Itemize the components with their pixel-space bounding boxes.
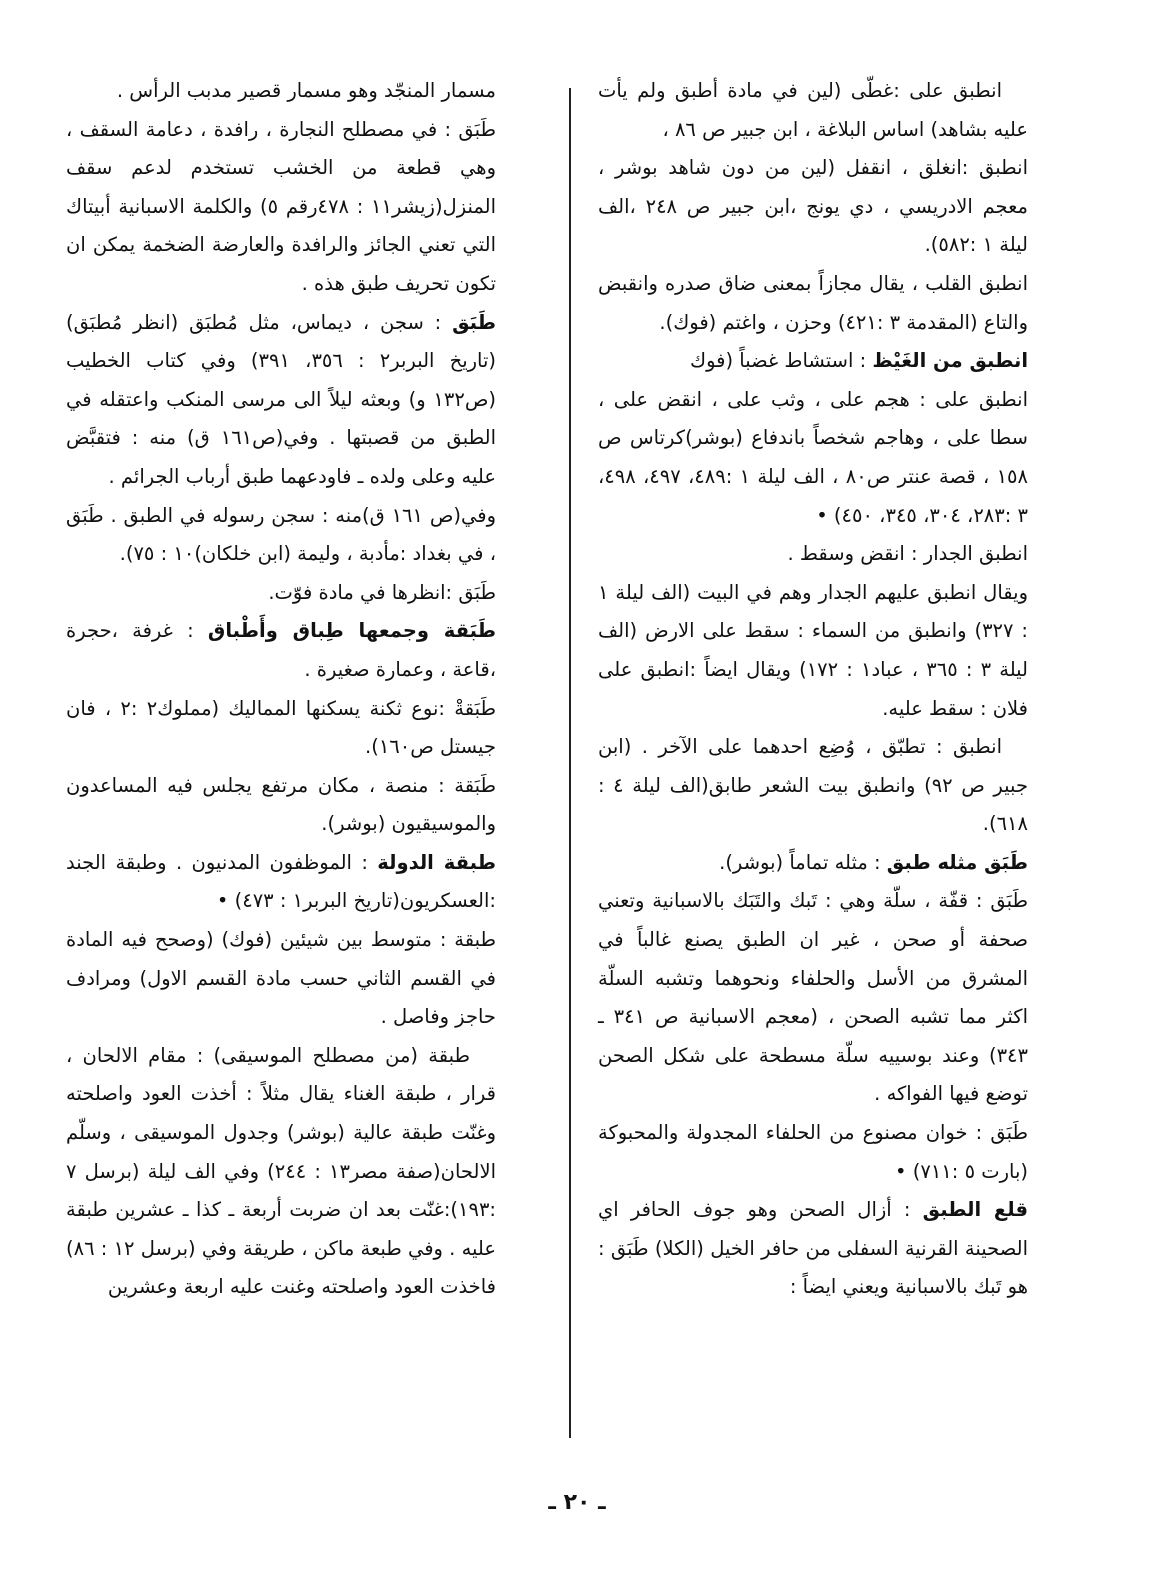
entry-text: طبقة : متوسط بين شيئين (فوك) (وصحح فيه المادة في القسم الثاني حسب مادة القسم الاول) ومرادف حاجز وفاصل .: [66, 928, 496, 1029]
dictionary-entry: [598, 882, 1028, 1114]
dictionary-entry: [598, 574, 1028, 728]
dictionary-entry: [66, 921, 496, 1037]
entry-text: : الموظفون المدنيون . وطبقة الجند :العسكريون(تاريخ البربر١ : ٤٧٣) •: [66, 850, 496, 913]
dictionary-entry: [66, 844, 496, 921]
entry-text: ويقال انطبق عليهم الجدار وهم في البيت (الف ليلة ١ : ٣٢٧) وانطبق من السماء : سقط على الارض (الف ليلة ٣ : ٣٦٥ ، عباد١ : ١٧٢) ويقال ايضاً :انطبق على فلان : سقط عليه.: [598, 580, 1028, 720]
entry-text: : أزال الصحن وهو جوف الحافر اي الصحينة القرنية السفلى من حافر الخيل (الكلا) طَبَق : هو تَبك بالاسبانية ويعني ايضاً :: [598, 1198, 1028, 1299]
entry-text: مسمار المنجّد وهو مسمار قصير مدبب الرأس .: [116, 79, 496, 102]
dictionary-entry: [66, 497, 496, 574]
entry-text: انطبق على : هجم على ، وثب على ، انقض على ، سطا على ، وهاجم شخصاً باندفاع (بوشر)كرتاس ص ١٥٨ ، قصة عنتر ص٨٠ ، الف ليلة ١ :٤٨٩، ٤٩٧، ٤٩٨، ٣ :٢٨٣، ٣٠٤، ٣٤٥، ٤٥٠) •: [598, 387, 1028, 527]
entry-headword: طَبَق مثله طبق: [886, 850, 1028, 874]
dictionary-entry: [598, 149, 1028, 265]
dictionary-entry: [598, 1191, 1028, 1307]
dictionary-entry: [66, 304, 496, 497]
page-number: ـ ٢٠ ـ: [548, 1490, 606, 1515]
dictionary-entry: [66, 690, 496, 767]
dictionary-entry: [598, 728, 1028, 844]
entry-text: : استشاط غضباً (فوك: [690, 349, 873, 373]
dictionary-entry: [66, 574, 496, 613]
entry-headword: طبقة الدولة: [377, 850, 496, 874]
dictionary-entry: [66, 767, 496, 844]
entry-headword: طَبَقة وجمعها طِباق وأَطْباق: [207, 619, 496, 643]
dictionary-entry: [598, 265, 1028, 342]
entry-text: طبقة (من مصطلح الموسيقى) : مقام الالحان ، قرار ، طبقة الغناء يقال مثلاً : أخذت العود واصلحته وغنّت طبقة عالية (بوشر) وجدول الموسيقى ، وسلّم الالحان(صفة مصر١٣ : ٢٤٤) وفي الف ليلة (برسل ٧ :١٩٣):غنّت بعد ان ضربت أربعة ـ كذا ـ عشرين طبقة عليه . وفي طبعة ماكن ، طريقة وفي (برسل ١٢ : ٨٦) فاخذت العود واصلحته وغنت عليه اربعة وعشرين: [66, 1043, 497, 1299]
entry-text: طَبَق : قفّة ، سلّة وهي : تَبك والتَبَك بالاسبانية وتعني صحفة أو صحن ، غير ان الطبق يصنع غالباً في المشرق من الأسل والحلفاء ونحوهما وتشبه السلّة اكثر مما تشبه الصحن ، (معجم الاسبانية ص ٣٤١ ـ ٣٤٣) وعند بوسييه سلّة مسطحة على شكل الصحن توضع فيها الفواكه .: [598, 889, 1028, 1106]
entry-text: طَبَق : في مصطلح النجارة ، رافدة ، دعامة السقف ، وهي قطعة من الخشب تستخدم لدعم سقف المنزل(زيشر١١ : ٤٧٨رقم ٥) والكلمة الاسبانية أبيتاك التي تعني الجائز والرافدة والعارضة الضخمة يمكن ان تكون تحريف طبق هذه .: [66, 117, 497, 295]
dictionary-entry: [66, 111, 496, 304]
dictionary-entry: [598, 381, 1028, 535]
dictionary-entry: [598, 1114, 1028, 1191]
dictionary-entry: [598, 342, 1028, 381]
entry-text: وفي(ص ١٦١ ق)منه : سجن رسوله في الطبق . طَبَق ، في بغداد :مأدبة ، وليمة (ابن خلكان)١٠ : ٧٥).: [66, 503, 496, 566]
dictionary-entry: [66, 612, 496, 689]
entry-text: طَبَق : خوان مصنوع من الحلفاء المجدولة والمحبوكة (بارت ٥ :٧١١) •: [598, 1121, 1028, 1183]
dictionary-entry: [598, 72, 1028, 149]
entry-headword: طَبَق: [452, 310, 496, 334]
entry-headword: قلع الطبق: [922, 1198, 1028, 1222]
entry-text: : مثله تماماً (بوشر).: [719, 850, 887, 874]
entry-text: طَبَق :انظرها في مادة فوّت.: [268, 580, 496, 604]
dictionary-entry: [598, 535, 1028, 574]
entry-text: انطبق القلب ، يقال مجازاً بمعنى ضاق صدره وانقبض والتاع (المقدمة ٣ :٤٢١) وحزن ، واغتم (فوك).: [598, 271, 1028, 334]
left-column: [66, 72, 496, 1307]
entry-text: : غرفة ،حجرة ،قاعة ، وعمارة صغيرة .: [66, 619, 496, 681]
entry-text: انطبق : تطبّق ، وُضِع احدهما على الآخر . (ابن جبير ص ٩٢) وانطبق بيت الشعر طابق(الف ليلة ٤ : ٦١٨).: [598, 735, 1028, 836]
entry-text: انطبق على :غطّى (لين في مادة أطبق ولم يأت عليه بشاهد) اساس البلاغة ، ابن جبير ص ٨٦ ،: [598, 79, 1028, 141]
entry-text: طَبَقةْ :نوع ثكنة يسكنها المماليك (مملوك٢ :٢ ، فان جيستل ص١٦٠).: [66, 696, 496, 759]
dictionary-entry: [598, 844, 1028, 883]
entry-text: انطبق الجدار : انقض وسقط .: [787, 542, 1028, 566]
entry-text: انطبق :انغلق ، انقفل (لين من دون شاهد بوشر ، معجم الادريسي ، دي يونج ،ابن جبير ص ٢٤٨ ،الف ليلة ١ :٥٨٢).: [598, 156, 1028, 257]
dictionary-entry: [66, 1037, 496, 1307]
entry-text: : سجن ، ديماس، مثل مُطبَق (انظر مُطبَق) (تاريخ البربر٢ : ٣٥٦، ٣٩١) وفي كتاب الخطيب (ص١٣٢ و) وبعثه ليلاً الى مرسى المنكب واعتقله في الطبق من قصبتها . وفي(ص١٦١ ق) منه : فتقبَّض عليه وعلى ولده ـ فاودعهما طبق أرباب الجرائم .: [66, 310, 497, 488]
entry-text: طَبَقة : منصة ، مكان مرتفع يجلس فيه المساعدون والموسيقيون (بوشر).: [66, 773, 496, 836]
column-divider: [569, 88, 571, 1438]
entry-headword: انطبق من الغَيْظ: [872, 349, 1028, 373]
dictionary-entry: [66, 72, 496, 111]
right-column: [598, 72, 1028, 1307]
